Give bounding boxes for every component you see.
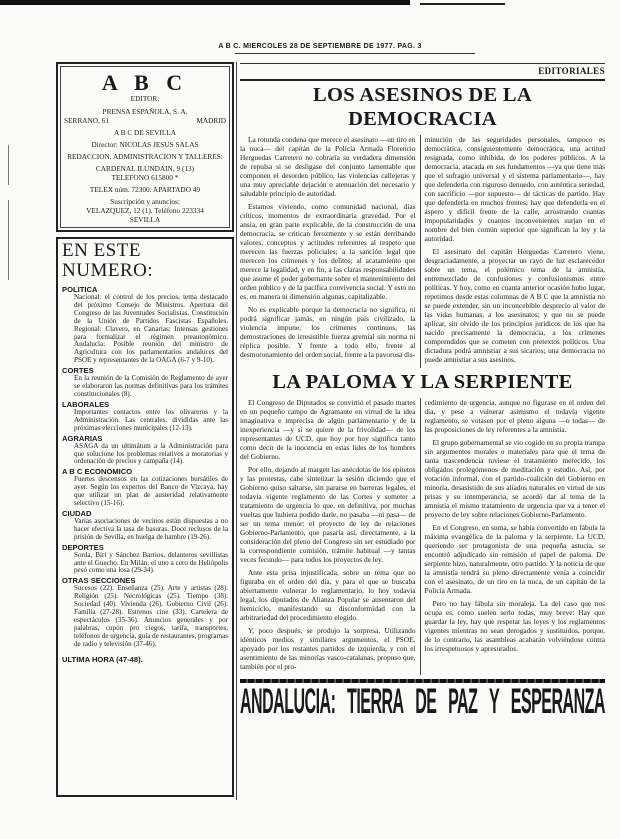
page-folio: A B C. MIERCOLES 28 DE SEPTIEMBRE DE 1977. PAG. 3: [218, 43, 422, 50]
index-section-heading: OTRAS SECCIONES: [62, 576, 136, 586]
index-section-text: Sorda, Biri y Sánchez Barrios, delanteros sevillistas ante el Guecho. En Milán, el uno a cero de Heliópolis pesó como una losa (29-34).: [74, 550, 228, 575]
index-section-text: ASAGA da un ultimátum a la Administración para que solucione los problemas relativos a moratorias y ordenación de precios y campaña (14).: [74, 441, 228, 466]
index-section: [62, 434, 228, 467]
banner-word: TIERRA: [347, 684, 404, 722]
index-last-news: ULTIMA HORA (47-48).: [62, 654, 143, 664]
index-section: [62, 285, 228, 365]
subscription-address: VELAZQUEZ, 12 (1). Teléfono 223334: [86, 206, 204, 215]
banner-headline: [240, 683, 605, 725]
director: Director: NICOLAS JESUS SALAS: [91, 140, 199, 149]
address-city: MADRID: [196, 116, 226, 125]
section-label: EDITORIALES: [538, 66, 605, 76]
paragraph: No es explicable porque la democracia no significa, ni podrá significar jamás, en ningún país civilizado, la violencia impune, los crímenes continuos, las demostraciones de irresistible fuerza gremial sin norma ni réplica posible. Y frente a todo ello, frente al desmoronamiento del orden social, frente a la pavorosa dis-: [240, 305, 416, 359]
paragraph: Pero no hay fábula sin moraleja. La del caso que nos ocupa es, como suelen serlo todas, muy breve: Hay que guardar la ley, hay que respetar las leyes y los reglamentos vigentes mientras no sean derogados y sustituidos, porque, de lo contrario, las asambleas acabarán volviéndose contra los irrespetuosos y apresurados.: [424, 599, 605, 653]
column-rule: [236, 62, 237, 800]
index-section-heading: A B C ECONOMICO: [62, 467, 133, 477]
banner-word: ESPERANZA: [510, 684, 605, 722]
paragraph: Ante esta prisa injustificada, sobre un tema que no figuraba en el orden del día, y para el que se buscaba abiertamente vulnerar lo reglamentario, lo hoy todavía legal, los diputados de Alianza Popular se ausentaron del hemiciclo, manifestando su disconformidad con la arbitrariedad del procedimiento elegido.: [240, 568, 416, 622]
index-box: [56, 237, 234, 797]
editorial-rule: [240, 79, 605, 81]
index-section-text: Fuertes descensos en las cotizaciones bursátiles de ayer. Según los expertos del Banco de Vizcaya, hay que utilizar un plan de austeridad relativamente selectivo (15-16).: [74, 475, 228, 508]
editorial-column: [420, 398, 606, 675]
editorial-area: [240, 63, 605, 725]
folio-rule: [235, 53, 475, 54]
paragraph: Estamos viviendo, como comunidad nacional, días críticos, momentos de extraordinaria gravedad. Por el ansia, en gran parte explicable, de la construcción de una democracia, se critican ferozmente y se están derribando valores, conceptos y actitudes referentes al respeto que merecen las fuerzas policiales; a la sanción legal que merecen los crímenes y los delitos; al acatamiento que merece la legalidad, y en fin, a las claras responsabilidades que asume el poder gobernante sobre el mantenimiento del orden público y de la pacífica convivencia social. Y esto no es, en manera ni dimensión algunas, capitalizable.: [240, 202, 416, 301]
index-section-text: Sucesos (22). Enseñanza (25). Arte y artistas (28). Religión (25). Necrológicas (25). Tiempo (38). Sociedad (40). Vivienda (26). Gobierno Civil (26). Familia (27-28). Estrenos cine (33). Cartelera de espectáculos (35-36). Anuncios generales y por palabras, cupón pro ciegos, tarifa, transportes, teléfonos de urgencia, guía de restaurantes, programas de radio y televisión (37-46).: [74, 584, 228, 648]
paragraph: El Congreso de Diputados se convirtió el pasado martes en un pequeño campo de Agramante en virtud de la idea imaginativa e imprecisa de algún parlamentario y de la inexperiencia —y si se quiere de la frivolidad— de los representantes de UCD, que hoy por hoy significa tanto como decir de la inocencia en estas lides de los hombres del Gobierno.: [240, 398, 416, 461]
editorial-headline: LA PALOMA Y LA SERPIENTE: [272, 371, 573, 393]
index-section-heading: POLITICA: [62, 285, 98, 294]
editorial-columns: [240, 398, 605, 675]
editorial-column: [240, 398, 420, 675]
city: SEVILLA: [129, 215, 161, 224]
index-section-text: Importantes contactos entre los olivareros y la Administración. Las centrales, divididas ante las próximas elecciones municipales (12-13).: [74, 407, 228, 432]
publisher: PRENSA ESPAÑOLA, S. A.: [102, 107, 188, 116]
index-section-heading: AGRARIAS: [62, 433, 103, 443]
paragraph: minución de las seguridades personales, tampoco es democrática, consiguientemente democrática, una actitud resignada, como inhibida, de los poderes públicos. A la democracia, atacada en sus fundamentos —ya que tiene más que el sufragio universal y el sistema parlamentario—, hay que defenderla con riguroso denuedo, con auténtica seriedad, con sacrificio —por supuesto— de tácticas de partido. Hay que defenderla en muchos frentes; hay que defenderla en el áspero y difícil frente de la calle, arrostrando cuantas impopularidades y cuantos inconvenientes surjan en el nombre del bien común superior que significan la ley y la autoridad.: [424, 135, 605, 243]
banner-word: PAZ: [448, 684, 478, 722]
banner-word: DE: [415, 684, 437, 722]
subscription-label: Suscripción y anuncios:: [110, 197, 180, 206]
scan-edge: [8, 200, 9, 280]
offices-label: REDACCION, ADMINISTRACION Y TALLERES:: [67, 152, 223, 161]
index-section-heading: DEPORTES: [62, 542, 104, 552]
editor-label: EDITOR:: [130, 94, 160, 103]
page-edge-bar: [420, 3, 505, 5]
paragraph: El asesinato del capitán Herguedas Carretero viene, desgraciadamente, a proyectar un rayo de luz esclarecedor sobre un tema, el polémico tema de la amnistía, entremezclado de confusiones y confusionismos entre políticas. Y hoy, como en cuanta anterior ocasión hubo lugar, repetimos desde estas columnas de A B C que la amnistía no se puede extender, sin un inconcebible desprecio al valor de las vidas humanas, a los asesinatos; y que no se puede aplicar, sin olvido de los principios jurídicos de los que ha nacido precisamente la democracia, a los crímenes comprendidos que se cometen con pretextos políticos. Una dictadura podrá amnistiar a sus sicarios; una democracia no puede amnistiar a sus asesinos.: [424, 247, 605, 364]
editorial-top-rule: [240, 63, 605, 64]
masthead-box: [56, 62, 234, 232]
editorial-column: [420, 135, 606, 368]
page-edge-bar: [0, 0, 410, 5]
index-section-text: Varias asociaciones de vecinos están dispuestas a no hacer efectiva la tasa de basuras. Doce reclusos de la prisión de Sevilla, en huelga de hambre (19-26).: [74, 516, 228, 541]
scan-edge: [8, 145, 9, 185]
index-section: [62, 400, 228, 433]
index-section: [62, 576, 228, 648]
address-street: SERRANO, 61: [64, 116, 110, 125]
abc-logo: A B C: [101, 70, 189, 95]
offices-address: CARDENAL ILUNDAIN, 9 (13): [95, 164, 195, 173]
banner-word: Y: [488, 684, 500, 722]
editorial-column: [240, 135, 420, 368]
editorial-headline: LOS ASESINOS DE LA DEMOCRACIA: [312, 84, 533, 130]
paragraph: El grupo gubernamental se vio cogido en su propia trampa sin argumentos morales o materiales para que el tema de tanta trascendencia tuviese el tratamiento merecido, los obligados prolegómenos de meditación y estudio. Así, por votación informal, con el partido-coalición del Gobierno en minoría, desasistido de sus aliados naturales en virtud de sus prisas y su intemperancia, se acordó dar al tema de la amnistía el mismo tratamiento de urgencia que va a tener el proyecto de ley sobre relaciones Gobierno-Parlamento.: [424, 438, 605, 519]
index-section: [62, 467, 228, 508]
index-section: [62, 366, 228, 399]
phone: TELEFONO 615800 *: [111, 173, 179, 182]
index-section-heading: CORTES: [62, 366, 94, 376]
index-section: [62, 509, 228, 542]
index-title: EN ESTE NUMERO:: [62, 240, 154, 281]
index-section-text: En la reunión de la Comisión de Reglamento de ayer se elaboraron las normas definitivas para los trámites constitucionales (8).: [74, 374, 228, 398]
index-section: [62, 543, 228, 576]
left-column: [56, 62, 234, 797]
edition: A B C DE SEVILLA: [113, 128, 177, 137]
paragraph: La rotunda condena que merece el asesinato —un tiro en la nuca— del capitán de la Policía Armada Florencio Herguedas Carretero no cobraría su verdadera dimensión de repulsa si se desligase del conjunto lamentable que componen el desorden público, las violencias callejeras y una muy apreciable dejación o atenuación del necesario y saludable principio de autoridad.: [240, 135, 416, 198]
index-section-heading: LABORALES: [62, 399, 110, 409]
paragraph: En el Congreso, en suma, se había convertido en fábula la máxima evangélica de la paloma y la serpiente. La UCD, queriendo ser protagonista de una pequeña astucia, se encontró adjudicado sin remisión el papel de paloma. De serpiente hizo, naturalmente, otro partido. Y la noticia de que la amnistía tendrá su pleno directamente venía a coincidir con el asesinato, de un tiro en la nuca, de un capitán de la Policía Armada.: [424, 523, 605, 595]
paragraph: Y, poco después, se produjo la sorpresa. Utilizando idénticos medios y similares argumentos, el PSOE, apoyado por los restantes partidos de izquierda, y con el asentimiento de las minorías vasco-catalanas, propuso que, también por el pro-: [240, 626, 416, 671]
telex: TELEX núm. 72300. APARTADO 49: [89, 185, 201, 194]
editorial-columns: [240, 135, 605, 368]
index-section-text: Nacional: el control de los precios, tema destacado del próximo Consejo de Ministros. Apertura del Congreso de las Juventudes Socialistas. Constitución de la Unión de Partidos Fascistas Españoles. Regional: Clavero, en Canarias: Intensas gestiones para formalizar el régimen preautonómico. Andalucía: Posible reunión del ministro de Agricultura con los parlamentarios andaluces del PSOE y representantes de la OAGA (6-7 y 9-10).: [74, 293, 228, 365]
publisher-address: [58, 116, 232, 125]
banner-word: ANDALUCIA:: [240, 684, 336, 722]
paragraph: cedimiento de urgencia, aunque no figurase en el orden del día, y pese a vulnerar asimismo el todavía vigente reglamento, se votasen por el pleno alguna —o todas— de las proposiciones de ley referentes a la amnistía.: [424, 398, 605, 434]
paragraph: Por ello, dejando al margen las anécdotas de los epítetos y las protestas, cabe sintetizar la sesión diciendo que el Gobierno quiso saltarse, sin pararse en barreras legales, el todavía vigente reglamento de las Cortes y someter a tratamiento de urgencia lo que, en definitiva, por muchas vueltas que hubiera podido darle, no pasaba —ni pasa— de ser un tema menor: el proyecto de ley de relaciones Gobierno-Parlamento, que pasaría así, directamente, a la consideración del pleno del Congreso sin ser estudiado por la correspondiente comisión, trámite habitual —y tantas veces fecundo— para todos los proyectos de ley.: [240, 465, 416, 564]
index-section-heading: CIUDAD: [62, 508, 92, 518]
